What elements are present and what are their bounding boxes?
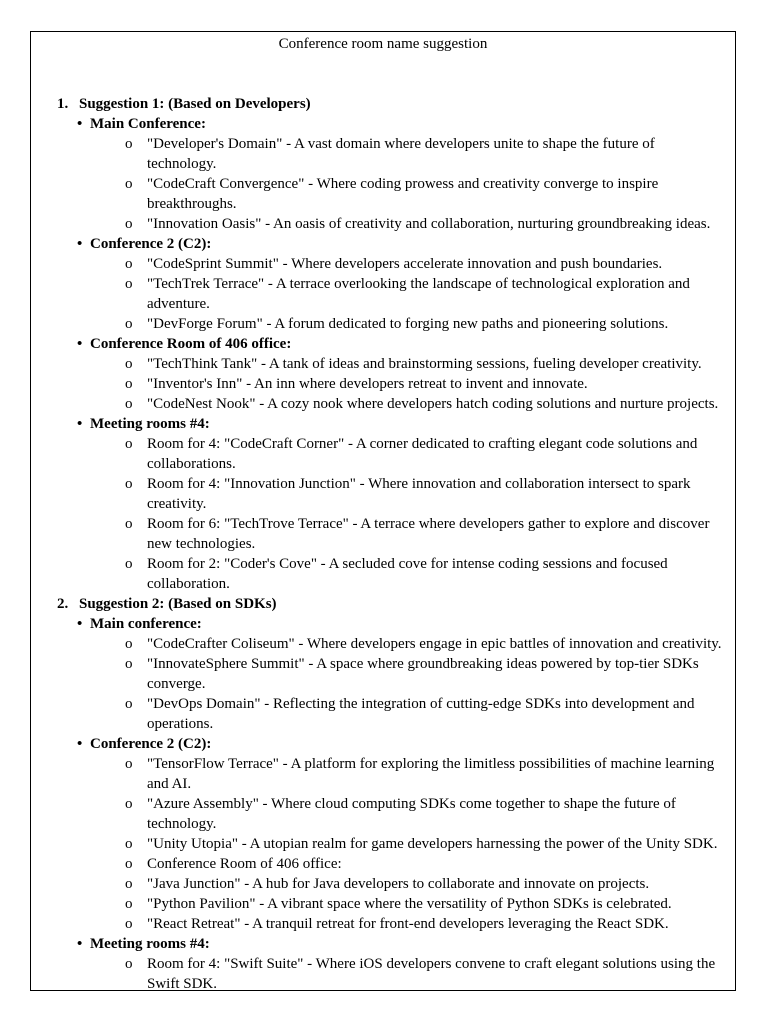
suggestion-heading-text: Suggestion 1: (Based on Developers) (79, 96, 311, 112)
sub-bullet-icon: o (125, 756, 133, 772)
suggestion-heading (31, 594, 735, 614)
list-item (31, 274, 735, 314)
list-item-text: Room for 4: "Innovation Junction" - Where innovation and collaboration intersect to spark creativity. (147, 476, 691, 512)
list-item-text: "CodeNest Nook" - A cozy nook where developers hatch coding solutions and nurture projects. (147, 396, 719, 412)
sub-bullet-icon: o (125, 656, 133, 672)
bullet-icon: • (77, 116, 83, 132)
sub-bullet-icon: o (125, 316, 133, 332)
list-item-text: Room for 6: "TechTrove Terrace" - A terrace where developers gather to explore and discover new technologies. (147, 516, 710, 552)
room-category (31, 234, 735, 254)
list-item-text: "TechThink Tank" - A tank of ideas and brainstorming sessions, fueling developer creativity. (147, 356, 702, 372)
list-item-text: "TensorFlow Terrace" - A platform for exploring the limitless possibilities of machine learning and AI. (147, 756, 715, 792)
list-item-text: "CodeCraft Convergence" - Where coding prowess and creativity converge to inspire breakthroughs. (147, 176, 659, 212)
list-item (31, 374, 735, 394)
room-category (31, 414, 735, 434)
room-category-label: Main conference: (90, 616, 202, 632)
bullet-icon: • (77, 736, 83, 752)
list-item-text: "Innovation Oasis" - An oasis of creativity and collaboration, nurturing groundbreaking ideas. (147, 216, 711, 232)
sub-bullet-icon: o (125, 896, 133, 912)
sub-bullet-icon: o (125, 916, 133, 932)
list-item (31, 554, 735, 594)
list-item (31, 834, 735, 854)
room-category (31, 114, 735, 134)
list-item-text: "DevOps Domain" - Reflecting the integration of cutting-edge SDKs into development and operations. (147, 696, 695, 732)
list-item (31, 214, 735, 234)
sub-bullet-icon: o (125, 836, 133, 852)
list-item (31, 634, 735, 654)
bullet-icon: • (77, 336, 83, 352)
bullet-icon: • (77, 416, 83, 432)
list-item-text: Room for 4: "CodeCraft Corner" - A corner dedicated to crafting elegant code solutions and collaborations. (147, 436, 698, 472)
list-item-text: Room for 2: "Coder's Cove" - A secluded cove for intense coding sessions and focused collaboration. (147, 556, 668, 592)
list-item-text: "DevForge Forum" - A forum dedicated to forging new paths and pioneering solutions. (147, 316, 669, 332)
document-body (31, 94, 735, 994)
list-item-text: "Developer's Domain" - A vast domain where developers unite to shape the future of technology. (147, 136, 655, 172)
suggestion-heading (31, 94, 735, 114)
sub-bullet-icon: o (125, 176, 133, 192)
sub-bullet-icon: o (125, 216, 133, 232)
room-category-label: Main Conference: (90, 116, 206, 132)
room-category (31, 334, 735, 354)
sub-bullet-icon: o (125, 436, 133, 452)
sub-bullet-icon: o (125, 516, 133, 532)
room-category-label: Conference Room of 406 office: (90, 336, 292, 352)
list-item (31, 174, 735, 214)
room-category (31, 614, 735, 634)
list-item (31, 514, 735, 554)
suggestion-heading-text: Suggestion 2: (Based on SDKs) (79, 596, 277, 612)
room-category-label: Meeting rooms #4: (90, 936, 210, 952)
room-category (31, 934, 735, 954)
list-item-text: "TechTrek Terrace" - A terrace overlooking the landscape of technological exploration and adventure. (147, 276, 690, 312)
sub-bullet-icon: o (125, 636, 133, 652)
bullet-icon: • (77, 936, 83, 952)
list-number: 1. (57, 96, 69, 112)
room-category-label: Conference 2 (C2): (90, 736, 212, 752)
list-item (31, 894, 735, 914)
sub-bullet-icon: o (125, 276, 133, 292)
list-item (31, 314, 735, 334)
sub-bullet-icon: o (125, 136, 133, 152)
list-item (31, 254, 735, 274)
room-category (31, 734, 735, 754)
sub-bullet-icon: o (125, 376, 133, 392)
list-item-text: "Java Junction" - A hub for Java developers to collaborate and innovate on projects. (147, 876, 650, 892)
list-item (31, 434, 735, 474)
list-item (31, 134, 735, 174)
sub-bullet-icon: o (125, 796, 133, 812)
sub-bullet-icon: o (125, 956, 133, 972)
sub-bullet-icon: o (125, 396, 133, 412)
list-number: 2. (57, 596, 69, 612)
list-item (31, 854, 735, 874)
sub-bullet-icon: o (125, 256, 133, 272)
list-item-text: "CodeSprint Summit" - Where developers accelerate innovation and push boundaries. (147, 256, 663, 272)
list-item-text: "CodeCrafter Coliseum" - Where developers engage in epic battles of innovation and creativity. (147, 636, 722, 652)
room-category-label: Meeting rooms #4: (90, 416, 210, 432)
list-item (31, 914, 735, 934)
sub-bullet-icon: o (125, 356, 133, 372)
list-item (31, 954, 735, 994)
sub-bullet-icon: o (125, 696, 133, 712)
list-item-text: "Unity Utopia" - A utopian realm for game developers harnessing the power of the Unity SDK. (147, 836, 718, 852)
list-item-text: Room for 4: "Swift Suite" - Where iOS developers convene to craft elegant solutions using the Swift SDK. (147, 956, 716, 992)
bullet-icon: • (77, 616, 83, 632)
sub-bullet-icon: o (125, 876, 133, 892)
list-item (31, 474, 735, 514)
document-page (30, 31, 736, 991)
list-item-text: "React Retreat" - A tranquil retreat for front-end developers leveraging the React SDK. (147, 916, 669, 932)
sub-bullet-icon: o (125, 856, 133, 872)
room-category-label: Conference 2 (C2): (90, 236, 212, 252)
list-item (31, 694, 735, 734)
list-item-text: "Inventor's Inn" - An inn where developers retreat to invent and innovate. (147, 376, 588, 392)
list-item (31, 794, 735, 834)
list-item (31, 654, 735, 694)
sub-bullet-icon: o (125, 476, 133, 492)
list-item-text: "Azure Assembly" - Where cloud computing SDKs come together to shape the future of technology. (147, 796, 676, 832)
list-item (31, 354, 735, 374)
list-item-text: "Python Pavilion" - A vibrant space where the versatility of Python SDKs is celebrated. (147, 896, 672, 912)
document-title: Conference room name suggestion (278, 36, 488, 52)
list-item (31, 754, 735, 794)
list-item (31, 394, 735, 414)
list-item-text: Conference Room of 406 office: (147, 856, 342, 872)
sub-bullet-icon: o (125, 556, 133, 572)
list-item-text: "InnovateSphere Summit" - A space where groundbreaking ideas powered by top-tier SDKs converge. (147, 656, 699, 692)
list-item (31, 874, 735, 894)
bullet-icon: • (77, 236, 83, 252)
